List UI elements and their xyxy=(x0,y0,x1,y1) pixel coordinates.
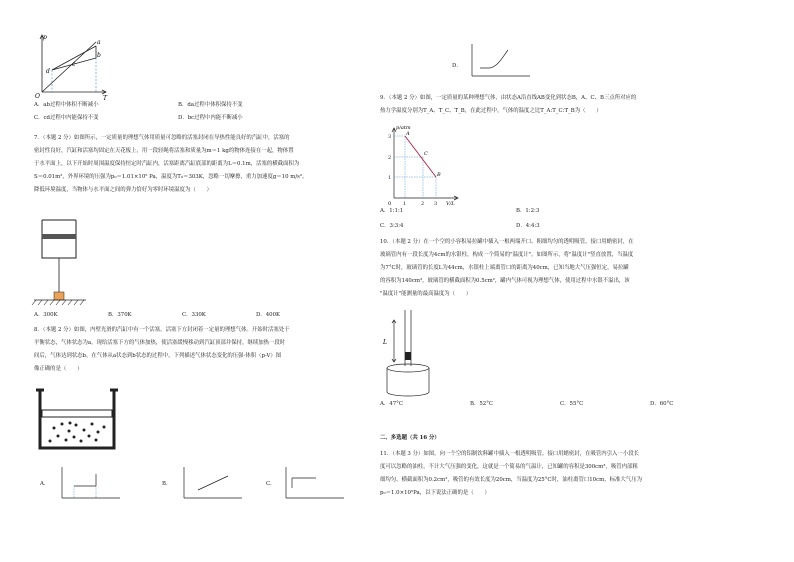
q6-option-a: A．ab过程中体积不断减小 xyxy=(34,102,99,108)
q10-option-d: D．60°C xyxy=(650,401,674,407)
svg-text:1: 1 xyxy=(388,175,392,181)
q10-option-c: C．55°C xyxy=(560,401,584,407)
q8-option-a: A． xyxy=(40,481,50,487)
q9-c-label: C xyxy=(424,151,428,157)
q8-graph-c xyxy=(278,464,348,504)
origin-label: O xyxy=(35,93,40,100)
q9-option-a: A．1:1:1 xyxy=(380,208,404,214)
point-b-label: b xyxy=(97,52,101,59)
svg-text:2: 2 xyxy=(421,201,425,206)
q10-line: 为7°C时，玻璃管的长度L为44cm，水银柱上端离管口的距离为40cm，已知当地大气压强恒定，易拉罐 xyxy=(380,265,629,271)
point-d-label: d xyxy=(46,68,50,75)
q8-option-b: B． xyxy=(162,481,172,487)
svg-text:3: 3 xyxy=(388,134,392,140)
q8-line: 像正确的是（ ） xyxy=(34,366,83,372)
cylinder-figure xyxy=(30,200,90,312)
q11-line: 度可以忽略的油柱，不计大气压强的变化，这就是一个简易的气温计，已知罐的容积是300cm³，吸管内部粗 xyxy=(380,464,638,470)
q10-option-b: B．52°C xyxy=(470,401,494,407)
q9-origin-label: 0 xyxy=(388,201,392,206)
q7-line: 密封性良好，汽缸和活塞均固定在天花板上，用一段轻绳将活塞和质量为m＝1 kg的物体连接在一起，物体置 xyxy=(34,148,294,154)
q6-option-d: D．bc过程中内能不断减小 xyxy=(178,115,243,121)
svg-text:3: 3 xyxy=(434,201,438,206)
q9-line: 热力学温度分别为T_A、T_C、T_B，在此过程中，气体的温度之比T_A:T_C:T_B为（ ） xyxy=(380,108,602,114)
q9-line: 9．（本题 2 分）如图，一定质量的某种理想气体，由状态A沿直线AB变化到状态B，A、C、B三点所对应的 xyxy=(380,95,637,101)
q9-b-label: B xyxy=(437,172,441,178)
svg-text:2: 2 xyxy=(388,155,392,161)
p-axis-label: p xyxy=(43,34,47,41)
q8-graph-a xyxy=(54,464,124,504)
q10-line: 的容积为140cm³，玻璃管的横截面积为0.5cm²，罐内气体可视为理想气体，使用过程中水银不溢出，该 xyxy=(380,278,630,284)
q11-line: p₀＝1.0×10⁵Pa，以下说法正确的是（ ） xyxy=(380,490,490,496)
q9-tick-labels xyxy=(388,134,437,206)
q8-option-c: C． xyxy=(266,481,276,487)
q7-line: 于水平面上，以下开始时周围温度保持恒定时汽缸内，活塞距离汽缸底部的距离为L＝0.1m，活塞的横截面积为 xyxy=(34,161,300,167)
q10-line: 玻璃管内有一段长度为4cm的水银柱，构成一个简易的"温度计"。如图所示，将"温度计"竖直放置，当温度 xyxy=(380,252,634,258)
pt-graph xyxy=(30,30,112,102)
point-c-label: c xyxy=(72,61,76,68)
q6-option-b: B．da过程中体积保持不变 xyxy=(178,102,243,108)
q7-option-d: D．400K xyxy=(256,312,281,318)
q7-option-a: A．300K xyxy=(34,312,58,318)
q8-line: 8．（本题 2 分）如图，内壁光滑的汽缸中有一个活塞，活塞下方封闭着一定量的理想气体。开始时活塞处于 xyxy=(34,327,290,333)
q8-graph-d xyxy=(464,40,536,82)
q10-option-a: A．47°C xyxy=(380,401,403,407)
q9-option-d: D．4:4:3 xyxy=(516,223,540,229)
q10-line: 10．（本题 2 分）在一个空的小容积易拉罐中插入一根两端开口、粗细均匀的透明吸管，接口用蜡密封，在 xyxy=(380,239,634,245)
section-heading-multiple-choice: 二、多选题（共 16 分） xyxy=(380,435,440,441)
q11-line: 11．（本题 3 分）如图，向一个空的铝制饮料罐中插入一根透明吸管，接口用蜡密封，在吸管内引入一小段长 xyxy=(380,451,639,457)
t-axis-label: T xyxy=(103,95,108,102)
q9-option-b: B．1:2:3 xyxy=(516,208,540,214)
q9-option-c: C．3:3:4 xyxy=(380,223,404,229)
q7-option-b: B．370K xyxy=(108,312,132,318)
q10-l-label: L xyxy=(383,339,387,346)
q7-line: 降低环境温度，当物体与水平面之间的弹力恰好为零时环境温度为（ ） xyxy=(34,187,212,193)
svg-text:1: 1 xyxy=(403,201,407,206)
q11-line: 细均匀，横截面积为0.2cm²，吸管的有效长度为20cm，当温度为25°C时，油柱离管口10cm，标准大气压为 xyxy=(380,477,642,483)
gas-cylinder-figure xyxy=(34,384,120,454)
point-a-label: a xyxy=(97,39,101,46)
q8-line: 间后，气体达到状态b。在气体从a状态到b状态的过程中，下列描述气体状态变化的压强-体积（p-V）图 xyxy=(34,353,282,359)
q7-line: S＝0.01m²，外界环境的压强为p₀＝1.01×10⁵ Pa，温度为T₀＝303K，忽略一切摩擦，重力加速度g＝10 m/s²， xyxy=(34,174,308,180)
q6-option-c: C．cd过程中内能保持不变 xyxy=(34,115,99,121)
q7-option-c: C．330K xyxy=(182,312,206,318)
q8-graph-b xyxy=(176,464,246,504)
q10-line: "温度计"能测量的最高温度为（ ） xyxy=(380,291,472,297)
q8-option-d: D． xyxy=(452,63,462,69)
q9-a-label: A xyxy=(406,131,410,137)
q7-line: 7．（本题 2 分）如图所示，一定质量的理想气体用质量可忽略的活塞封闭在导热性能良好的汽缸中，活塞的 xyxy=(34,135,290,141)
q8-line: 平衡状态，气体状态为a。现给活塞下方的气体加热，使活塞缓慢移动到汽缸顶部并保持，继续加热一段时 xyxy=(34,340,286,346)
q9-x-label: V/L xyxy=(446,201,455,206)
can-thermometer-figure xyxy=(380,304,440,400)
q9-y-label: p/atm xyxy=(396,125,411,131)
q9-pv-graph xyxy=(380,120,464,206)
